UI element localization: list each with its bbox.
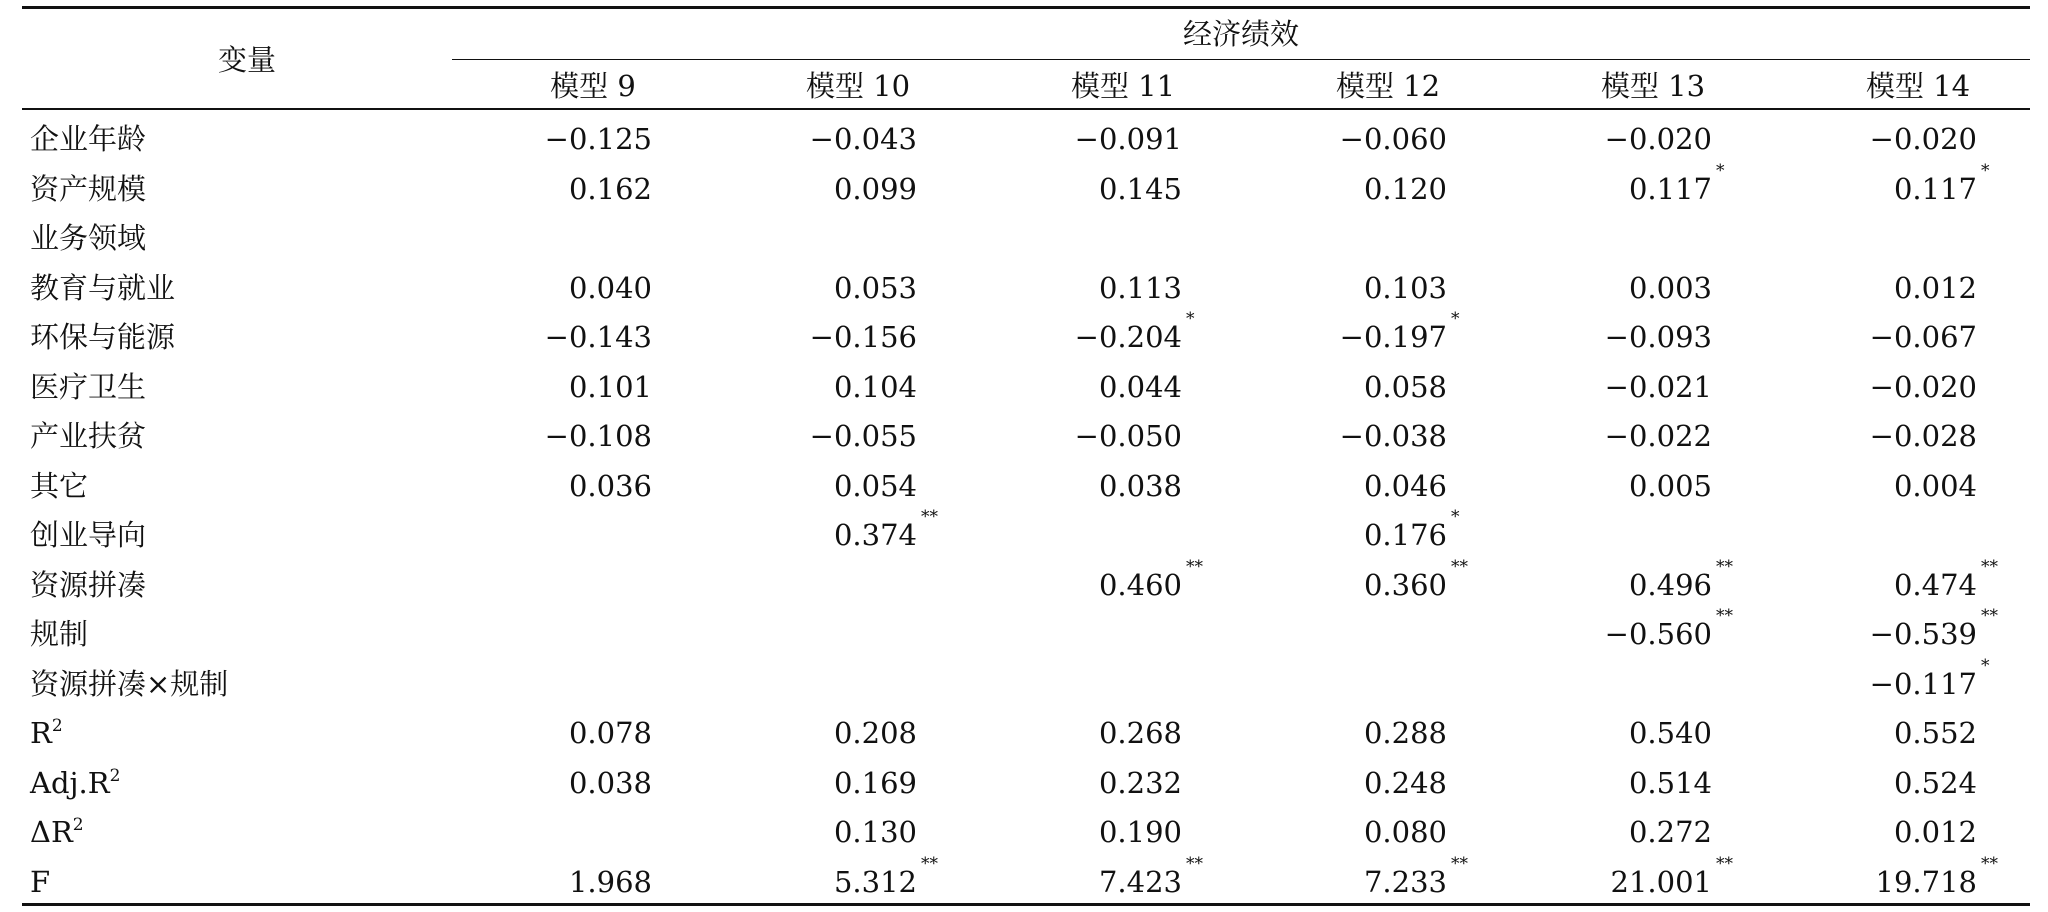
significance-marker: * <box>1451 507 1460 527</box>
cell-value: 0.012 <box>1893 815 1977 849</box>
table-cell <box>1247 609 1447 659</box>
table-row <box>22 606 2030 659</box>
cell-value: 0.004 <box>1893 468 1977 503</box>
cell-value: 0.232 <box>1098 765 1182 800</box>
row-label-text: 产业扶贫 <box>30 419 147 453</box>
row-label <box>30 362 146 412</box>
table-cell <box>1247 309 1460 362</box>
table-cell <box>1777 758 1977 808</box>
significance-marker: ** <box>1186 853 1203 874</box>
row-label-text: F <box>30 864 51 899</box>
table-cell <box>1247 507 1460 560</box>
table-cell <box>982 164 1182 214</box>
table-cell <box>982 807 1182 857</box>
row-label-text: 资产规模 <box>30 171 147 206</box>
table-cell <box>1512 807 1712 857</box>
table-cell <box>1777 853 1998 907</box>
cell-value: 0.012 <box>1893 270 1977 305</box>
table-row <box>22 114 2030 164</box>
cell-value: 0.176 <box>1363 518 1447 552</box>
cell-value: 0.474 <box>1893 567 1977 602</box>
table-cell <box>982 114 1182 164</box>
cell-value: −0.020 <box>1869 369 1977 404</box>
model-header: 模型 11 <box>1070 69 1176 103</box>
table-cell <box>1777 263 1977 313</box>
table-cell <box>1247 263 1447 313</box>
table-row <box>22 213 2030 263</box>
cell-value: −0.028 <box>1869 419 1977 453</box>
table-cell <box>717 362 917 412</box>
table-cell <box>982 556 1203 610</box>
model-header: 模型 10 <box>805 69 911 103</box>
table-cell <box>1247 362 1447 412</box>
significance-marker: ** <box>1716 556 1733 577</box>
table-cell <box>452 609 652 659</box>
table-cell <box>717 807 917 857</box>
table-cell <box>1512 659 1712 709</box>
model-header: 模型 9 <box>550 69 636 103</box>
significance-marker: ** <box>1981 556 1998 577</box>
group-underline <box>452 59 2030 60</box>
row-label <box>30 312 175 362</box>
cell-value: 0.104 <box>833 369 917 404</box>
table-cell <box>1247 411 1447 461</box>
cell-value: 0.514 <box>1628 765 1712 800</box>
table-cell <box>1247 556 1468 610</box>
cell-value: −0.560 <box>1604 617 1712 651</box>
table-cell <box>717 609 917 659</box>
model-header: 模型 12 <box>1335 69 1441 103</box>
cell-value: 0.054 <box>833 468 917 503</box>
model-header: 模型 14 <box>1865 69 1971 103</box>
variable-header: 变量 <box>217 43 276 77</box>
row-label <box>30 411 146 461</box>
table-cell <box>452 114 652 164</box>
table-cell <box>1777 510 1977 560</box>
table-cell <box>1247 807 1447 857</box>
row-label <box>30 213 146 263</box>
cell-value: 0.117 <box>1893 171 1977 206</box>
cell-value: −0.156 <box>809 320 917 354</box>
table-cell <box>982 758 1182 808</box>
table-cell <box>717 507 938 560</box>
table-cell <box>1777 411 1977 461</box>
table-row <box>22 655 2030 709</box>
cell-value: 0.130 <box>833 815 917 849</box>
table-cell <box>982 853 1203 907</box>
table-row <box>22 461 2030 511</box>
table-row <box>22 362 2030 412</box>
row-label-text: 医疗卫生 <box>30 369 147 404</box>
table-cell <box>1247 758 1447 808</box>
row-label-text: 企业年龄 <box>30 122 147 156</box>
significance-marker: ** <box>1451 556 1468 577</box>
table-row <box>22 160 2030 214</box>
cell-value: 0.038 <box>568 765 652 800</box>
row-label <box>30 758 120 808</box>
cell-value: 0.374 <box>833 518 917 552</box>
table-cell <box>717 263 917 313</box>
cell-value: 1.968 <box>568 864 652 899</box>
table-row <box>22 758 2030 808</box>
table-cell <box>452 758 652 808</box>
table-cell <box>717 164 917 214</box>
table-cell <box>1777 708 1977 758</box>
row-label-text: 教育与就业 <box>30 270 176 305</box>
cell-value: 0.117 <box>1628 171 1712 206</box>
table-cell <box>982 411 1182 461</box>
cell-value: 21.001 <box>1610 864 1712 899</box>
table-cell <box>982 708 1182 758</box>
table-cell <box>1512 708 1712 758</box>
table-cell <box>452 510 652 560</box>
table-cell <box>1777 655 1990 709</box>
cell-value: −0.093 <box>1604 320 1712 354</box>
table-cell <box>1512 263 1712 313</box>
table-cell <box>717 461 917 511</box>
table-cell <box>1777 160 1990 214</box>
row-label-text: 资源拼凑×规制 <box>30 666 229 701</box>
cell-value: 0.036 <box>568 468 652 503</box>
cell-value: −0.050 <box>1074 419 1182 453</box>
table-cell <box>982 309 1195 362</box>
table-cell <box>982 510 1182 560</box>
table-cell <box>982 659 1182 709</box>
row-label-superscript: 2 <box>72 815 84 835</box>
cell-value: −0.204 <box>1074 320 1182 354</box>
cell-value: 0.360 <box>1363 567 1447 602</box>
cell-value: 0.053 <box>833 270 917 305</box>
cell-value: 0.005 <box>1628 468 1712 503</box>
cell-value: 0.044 <box>1098 369 1182 404</box>
cell-value: 0.113 <box>1098 270 1182 305</box>
table-cell <box>717 560 917 610</box>
table-cell <box>1777 213 1977 263</box>
cell-value: −0.539 <box>1869 617 1977 651</box>
cell-value: −0.197 <box>1339 320 1447 354</box>
cell-value: 19.718 <box>1875 864 1977 899</box>
table-cell <box>717 213 917 263</box>
cell-value: 0.190 <box>1098 815 1182 849</box>
cell-value: −0.021 <box>1604 369 1712 404</box>
table-row <box>22 411 2030 461</box>
table-cell <box>1247 114 1447 164</box>
table-cell <box>717 758 917 808</box>
cell-value: 0.003 <box>1628 270 1712 305</box>
table-cell <box>1512 606 1733 659</box>
significance-marker: * <box>1186 309 1195 329</box>
significance-marker: ** <box>1981 606 1998 626</box>
significance-marker: * <box>1716 160 1725 181</box>
cell-value: 0.272 <box>1628 815 1712 849</box>
cell-value: 0.103 <box>1363 270 1447 305</box>
table-cell <box>717 312 917 362</box>
table-cell <box>717 659 917 709</box>
cell-value: 0.162 <box>568 171 652 206</box>
significance-marker: ** <box>921 507 938 527</box>
cell-value: 0.040 <box>568 270 652 305</box>
row-label <box>30 708 63 758</box>
cell-value: 0.078 <box>568 716 652 750</box>
cell-value: 0.268 <box>1098 716 1182 750</box>
top-rule <box>22 6 2030 9</box>
row-label-superscript: 2 <box>109 765 121 786</box>
table-row <box>22 309 2030 362</box>
cell-value: 0.288 <box>1363 716 1447 750</box>
table-cell <box>1777 807 1977 857</box>
row-label-text: 规制 <box>30 617 89 651</box>
significance-marker: ** <box>1716 853 1733 874</box>
table-cell <box>717 114 917 164</box>
cell-value: −0.055 <box>809 419 917 453</box>
row-label <box>30 263 175 313</box>
significance-marker: ** <box>1981 853 1998 874</box>
row-label-text: ΔR <box>30 815 73 849</box>
row-label-superscript: 2 <box>51 716 63 736</box>
cell-value: −0.117 <box>1869 666 1977 701</box>
table-cell <box>1247 213 1447 263</box>
cell-value: 0.524 <box>1893 765 1977 800</box>
row-label-text: 资源拼凑 <box>30 567 147 602</box>
bottom-rule <box>22 903 2030 906</box>
row-label-text: 业务领域 <box>30 221 147 255</box>
table-cell <box>452 164 652 214</box>
row-label-text: R <box>30 716 52 750</box>
cell-value: 0.120 <box>1363 171 1447 206</box>
table-row <box>22 263 2030 313</box>
significance-marker: ** <box>1186 556 1203 577</box>
table-cell <box>1512 114 1712 164</box>
cell-value: 0.099 <box>833 171 917 206</box>
row-label <box>30 807 84 857</box>
table-cell <box>1512 461 1712 511</box>
table-cell <box>1512 411 1712 461</box>
table-cell <box>452 708 652 758</box>
table-cell <box>452 807 652 857</box>
cell-value: 0.145 <box>1098 171 1182 206</box>
cell-value: 0.208 <box>833 716 917 750</box>
row-label <box>30 510 146 560</box>
cell-value: −0.143 <box>544 320 652 354</box>
cell-value: 5.312 <box>833 864 917 899</box>
table-cell <box>1512 160 1725 214</box>
table-cell <box>717 708 917 758</box>
cell-value: 0.101 <box>568 369 652 404</box>
cell-value: −0.067 <box>1869 320 1977 354</box>
row-label <box>30 659 228 709</box>
table-cell <box>1777 312 1977 362</box>
header-rule <box>22 108 2030 110</box>
table-cell <box>452 312 652 362</box>
row-label-text: Adj.R <box>30 765 110 800</box>
significance-marker: * <box>1981 655 1990 676</box>
table-cell <box>452 461 652 511</box>
group-header: 经济绩效 <box>1182 17 1299 51</box>
significance-marker: * <box>1981 160 1990 181</box>
table-cell <box>1777 461 1977 511</box>
row-label <box>30 461 88 511</box>
row-label-text: 其它 <box>30 468 89 503</box>
cell-value: 0.496 <box>1628 567 1712 602</box>
table-cell <box>982 263 1182 313</box>
table-cell <box>982 461 1182 511</box>
row-label <box>30 114 146 164</box>
row-label-text: 创业导向 <box>30 518 147 552</box>
table-cell <box>1777 114 1977 164</box>
significance-marker: ** <box>1451 853 1468 874</box>
row-label-text: 环保与能源 <box>30 320 176 354</box>
model-header: 模型 13 <box>1600 69 1706 103</box>
cell-value: −0.020 <box>1604 122 1712 156</box>
table-cell <box>1512 758 1712 808</box>
cell-value: 0.038 <box>1098 468 1182 503</box>
cell-value: 0.080 <box>1363 815 1447 849</box>
cell-value: 0.046 <box>1363 468 1447 503</box>
table-cell <box>1512 312 1712 362</box>
significance-marker: ** <box>1716 606 1733 626</box>
cell-value: −0.125 <box>544 122 652 156</box>
table-cell <box>452 362 652 412</box>
table-cell <box>1512 510 1712 560</box>
table-cell <box>717 411 917 461</box>
table-cell <box>1512 362 1712 412</box>
table-cell <box>982 213 1182 263</box>
cell-value: 7.423 <box>1098 864 1182 899</box>
table-cell <box>1512 853 1733 907</box>
table-cell <box>1247 708 1447 758</box>
table-cell <box>1777 556 1998 610</box>
row-label <box>30 609 88 659</box>
table-cell <box>452 263 652 313</box>
cell-value: 0.552 <box>1893 716 1977 750</box>
cell-value: 0.169 <box>833 765 917 800</box>
cell-value: −0.060 <box>1339 122 1447 156</box>
row-label <box>30 857 50 907</box>
table-cell <box>717 853 938 907</box>
table-cell <box>452 659 652 709</box>
cell-value: 0.540 <box>1628 716 1712 750</box>
table-row <box>22 853 2030 907</box>
significance-marker: * <box>1451 309 1460 329</box>
significance-marker: ** <box>921 853 938 874</box>
table-cell <box>982 362 1182 412</box>
table-cell <box>1247 461 1447 511</box>
row-label <box>30 164 146 214</box>
table-cell <box>452 857 652 907</box>
table-cell <box>1247 853 1468 907</box>
table-cell <box>1512 213 1712 263</box>
cell-value: 7.233 <box>1363 864 1447 899</box>
row-label <box>30 560 146 610</box>
table-cell <box>1777 362 1977 412</box>
table-cell <box>1512 556 1733 610</box>
cell-value: 0.460 <box>1098 567 1182 602</box>
table-cell <box>982 609 1182 659</box>
cell-value: −0.038 <box>1339 419 1447 453</box>
table-cell <box>1247 659 1447 709</box>
cell-value: −0.022 <box>1604 419 1712 453</box>
cell-value: −0.043 <box>809 122 917 156</box>
cell-value: −0.020 <box>1869 122 1977 156</box>
table-cell <box>452 213 652 263</box>
cell-value: 0.248 <box>1363 765 1447 800</box>
table-cell <box>452 411 652 461</box>
cell-value: −0.108 <box>544 419 652 453</box>
cell-value: −0.091 <box>1074 122 1182 156</box>
cell-value: 0.058 <box>1363 369 1447 404</box>
table-cell <box>452 560 652 610</box>
table-cell <box>1247 164 1447 214</box>
table-row <box>22 708 2030 758</box>
table-cell <box>1777 606 1998 659</box>
